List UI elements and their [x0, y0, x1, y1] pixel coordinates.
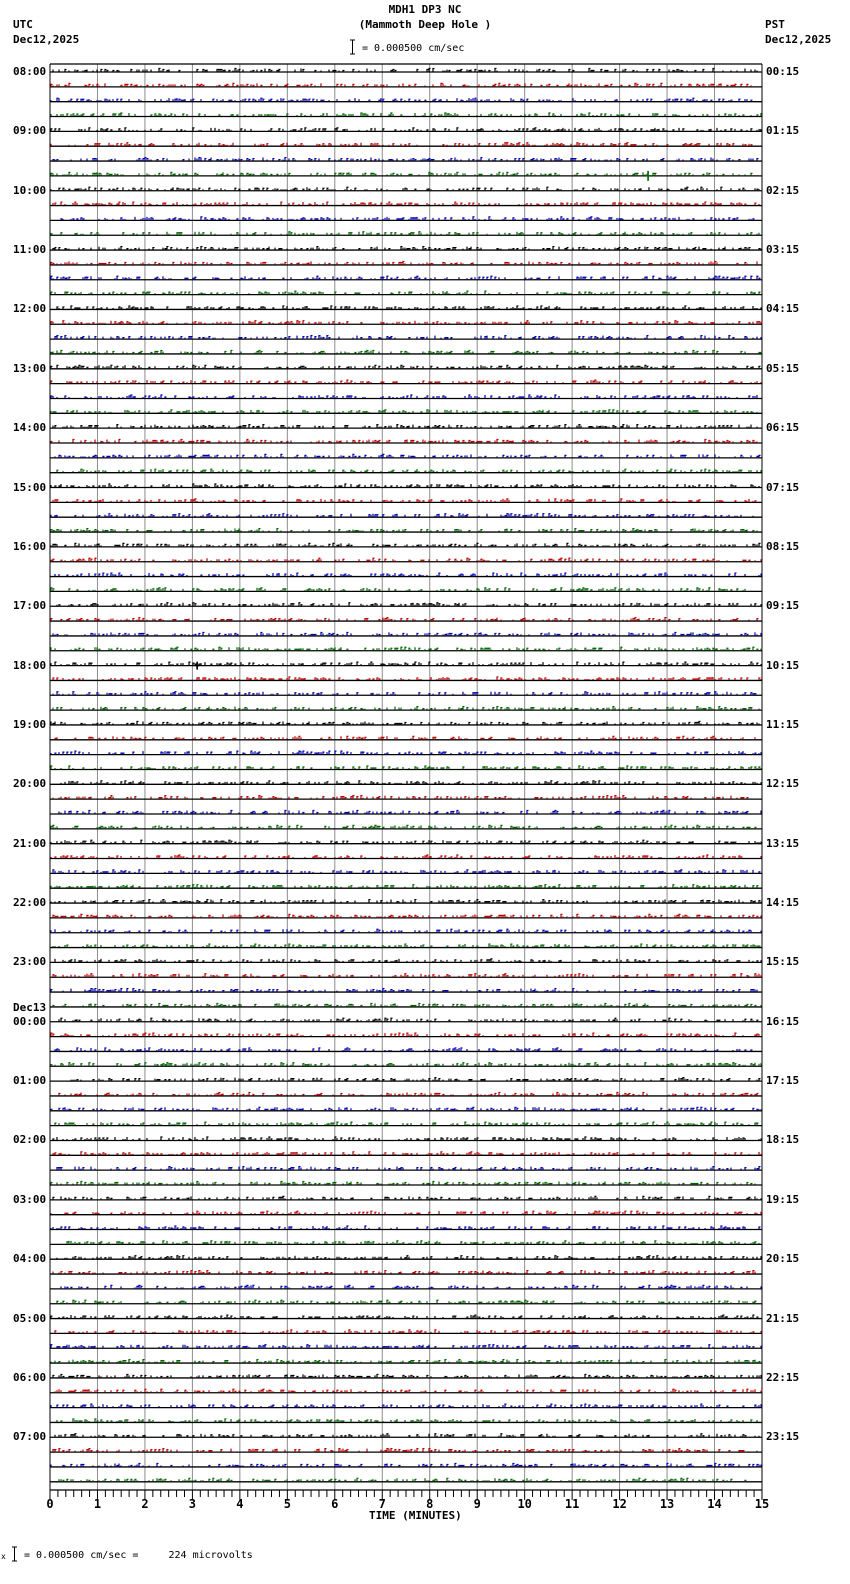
trace: [50, 914, 762, 918]
trace: [50, 840, 763, 844]
x-tick-label: 8: [426, 1497, 434, 1511]
pst-hour-label: 02:15: [766, 183, 800, 197]
pst-hour-label: 01:15: [766, 124, 800, 138]
x-tick-label: 13: [659, 1497, 675, 1511]
utc-hour-label: 17:00: [13, 599, 47, 613]
trace: [50, 247, 762, 251]
left-timezone: UTC: [13, 18, 33, 31]
right-date: Dec12,2025: [765, 33, 832, 46]
utc-hour-label: 02:00: [13, 1133, 47, 1147]
trace: [50, 1241, 762, 1245]
trace: [50, 232, 762, 236]
trace: [50, 929, 763, 933]
trace: [50, 1285, 762, 1289]
trace: [50, 1107, 762, 1111]
x-tick-label: 10: [517, 1497, 532, 1511]
trace: [50, 989, 762, 993]
trace: [50, 410, 762, 414]
trace: [50, 1478, 762, 1482]
trace: [50, 514, 762, 518]
pst-hour-label: 03:15: [766, 243, 800, 257]
trace: [50, 440, 762, 444]
trace: [50, 1434, 762, 1438]
utc-hour-label: 07:00: [13, 1430, 47, 1444]
trace: [50, 1182, 762, 1186]
x-tick-label: 5: [283, 1497, 291, 1511]
trace: [50, 484, 762, 488]
trace: [50, 1330, 762, 1334]
pst-hour-label: 04:15: [766, 302, 800, 316]
trace: [50, 128, 763, 132]
trace: [50, 1092, 762, 1096]
trace: [50, 618, 762, 622]
footer-x-mark: x: [1, 1552, 6, 1561]
pst-hour-label: 22:15: [766, 1370, 800, 1384]
trace: [50, 529, 762, 533]
utc-hour-label: 10:00: [13, 183, 47, 197]
trace: [50, 1256, 763, 1260]
utc-hour-label: 15:00: [13, 480, 47, 494]
trace: [50, 1003, 763, 1007]
trace: [50, 291, 762, 295]
trace: [50, 1389, 763, 1393]
pst-hour-label: 21:15: [766, 1311, 800, 1325]
trace: [50, 1063, 763, 1067]
trace: [50, 781, 763, 785]
trace: [50, 83, 762, 87]
trace: [50, 959, 763, 963]
trace: [50, 202, 762, 206]
pst-hour-label: 15:15: [766, 955, 800, 969]
trace: [50, 1137, 763, 1141]
utc-hour-label: 16:00: [13, 539, 47, 553]
trace: [50, 425, 762, 429]
x-tick-label: 4: [236, 1497, 244, 1511]
pst-hour-label: 16:15: [766, 1014, 800, 1028]
trace: [50, 276, 762, 280]
trace: [50, 395, 762, 399]
pst-hour-label: 09:15: [766, 599, 800, 613]
trace: [50, 721, 762, 725]
trace: [50, 336, 763, 340]
trace: [50, 1152, 762, 1156]
trace: [50, 1315, 762, 1319]
x-tick-label: 0: [46, 1497, 54, 1511]
utc-hour-label: 01:00: [13, 1074, 47, 1088]
trace: [50, 603, 763, 607]
utc-hour-label: 19:00: [13, 717, 47, 731]
trace: [50, 885, 762, 889]
trace: [50, 588, 762, 592]
x-tick-label: 6: [331, 1497, 339, 1511]
pst-hour-label: 20:15: [766, 1252, 800, 1266]
trace: [50, 1463, 762, 1467]
trace: [50, 1404, 762, 1408]
pst-hour-label: 23:15: [766, 1430, 800, 1444]
utc-hour-label: 03:00: [13, 1192, 47, 1206]
trace: [50, 380, 762, 384]
trace: [50, 143, 762, 147]
trace: [50, 1374, 763, 1378]
pst-hour-label: 14:15: [766, 896, 800, 910]
trace: [50, 796, 762, 800]
trace: [50, 900, 762, 904]
trace: [50, 69, 762, 73]
utc-hour-label: 06:00: [13, 1370, 47, 1384]
trace: [50, 1078, 762, 1082]
utc-hour-label: 22:00: [13, 896, 47, 910]
x-tick-label: 1: [93, 1497, 102, 1511]
trace: [50, 158, 762, 162]
trace: [50, 1345, 762, 1349]
trace: [50, 855, 762, 859]
trace: [50, 870, 762, 874]
trace: [50, 558, 762, 562]
trace: [50, 751, 762, 755]
utc-hour-label: 04:00: [13, 1252, 47, 1266]
trace: [50, 662, 762, 670]
pst-hour-label: 10:15: [766, 658, 800, 672]
utc-hour-label: 11:00: [13, 243, 47, 257]
utc-hour-label: 08:00: [13, 65, 47, 78]
utc-hour-label: 18:00: [13, 658, 47, 672]
pst-hour-label: 05:15: [766, 361, 800, 375]
pst-hour-label: 00:15: [766, 65, 800, 78]
utc-hour-label: 00:00: [13, 1014, 47, 1028]
utc-hour-label: 23:00: [13, 955, 47, 969]
x-tick-label: 14: [707, 1497, 722, 1511]
station-title: MDH1 DP3 NC: [388, 3, 462, 16]
trace: [50, 98, 762, 102]
trace: [50, 1360, 762, 1364]
utc-hour-label: 05:00: [13, 1311, 47, 1325]
trace: [50, 543, 762, 547]
trace: [50, 632, 763, 636]
utc-hour-label: 20:00: [13, 777, 47, 791]
trace: [50, 261, 762, 265]
utc-hour-label: 12:00: [13, 302, 47, 316]
x-tick-label: 15: [754, 1497, 770, 1511]
trace: [50, 766, 762, 770]
trace: [50, 1048, 762, 1052]
trace: [50, 350, 763, 354]
pst-hour-label: 12:15: [766, 777, 800, 791]
trace: [50, 217, 762, 221]
pst-hour-label: 17:15: [766, 1074, 800, 1088]
utc-hour-label: 21:00: [13, 836, 47, 850]
station-location: (Mammoth Deep Hole ): [358, 18, 492, 31]
trace: [50, 573, 763, 577]
x-tick-label: 3: [188, 1497, 197, 1511]
pst-hour-label: 07:15: [766, 480, 800, 494]
trace: [50, 1018, 762, 1022]
trace: [50, 1211, 763, 1215]
footer-scale-note: = 0.000500 cm/sec = 224 microvolts: [24, 1550, 253, 1561]
trace: [50, 736, 762, 740]
trace: [50, 1419, 762, 1423]
trace: [50, 944, 762, 948]
trace: [50, 469, 762, 473]
right-timezone: PST: [765, 18, 785, 31]
left-date: Dec12,2025: [13, 33, 80, 46]
x-tick-label: 2: [141, 1497, 149, 1511]
trace: [50, 1167, 762, 1171]
trace: [50, 187, 762, 191]
trace: [50, 454, 762, 458]
x-tick-label: 12: [612, 1497, 627, 1511]
utc-hour-label: 13:00: [13, 361, 47, 375]
trace: [50, 113, 762, 117]
x-tick-label: 11: [564, 1497, 580, 1511]
trace: [50, 499, 762, 503]
trace: [50, 306, 763, 310]
trace: [50, 811, 762, 815]
trace: [50, 677, 762, 681]
trace: [50, 1449, 762, 1453]
trace: [50, 1300, 762, 1304]
pst-hour-label: 18:15: [766, 1133, 800, 1147]
pst-hour-label: 08:15: [766, 539, 800, 553]
trace: [50, 365, 762, 369]
date-change-label: Dec13: [13, 1000, 47, 1014]
trace: [50, 1226, 762, 1230]
pst-hour-label: 13:15: [766, 836, 800, 850]
trace: [50, 321, 763, 325]
utc-hour-label: 14:00: [13, 421, 47, 435]
x-tick-label: 9: [473, 1497, 481, 1511]
trace: [50, 1271, 762, 1275]
x-tick-label: 7: [378, 1497, 386, 1511]
trace: [50, 1033, 762, 1037]
trace: [50, 1196, 762, 1200]
trace: [50, 1122, 762, 1126]
trace: [50, 825, 762, 829]
pst-hour-label: 11:15: [766, 717, 800, 731]
trace: [50, 647, 763, 651]
pst-hour-label: 19:15: [766, 1192, 800, 1206]
trace: [50, 692, 762, 696]
x-axis-label: TIME (MINUTES): [369, 1509, 462, 1522]
utc-hour-label: 09:00: [13, 124, 47, 138]
pst-hour-label: 06:15: [766, 421, 800, 435]
trace: [50, 707, 762, 711]
footer-scale-bar-icon: [11, 1546, 18, 1562]
trace: [50, 974, 763, 978]
scale-label: = 0.000500 cm/sec: [362, 43, 465, 54]
trace: [50, 171, 762, 181]
